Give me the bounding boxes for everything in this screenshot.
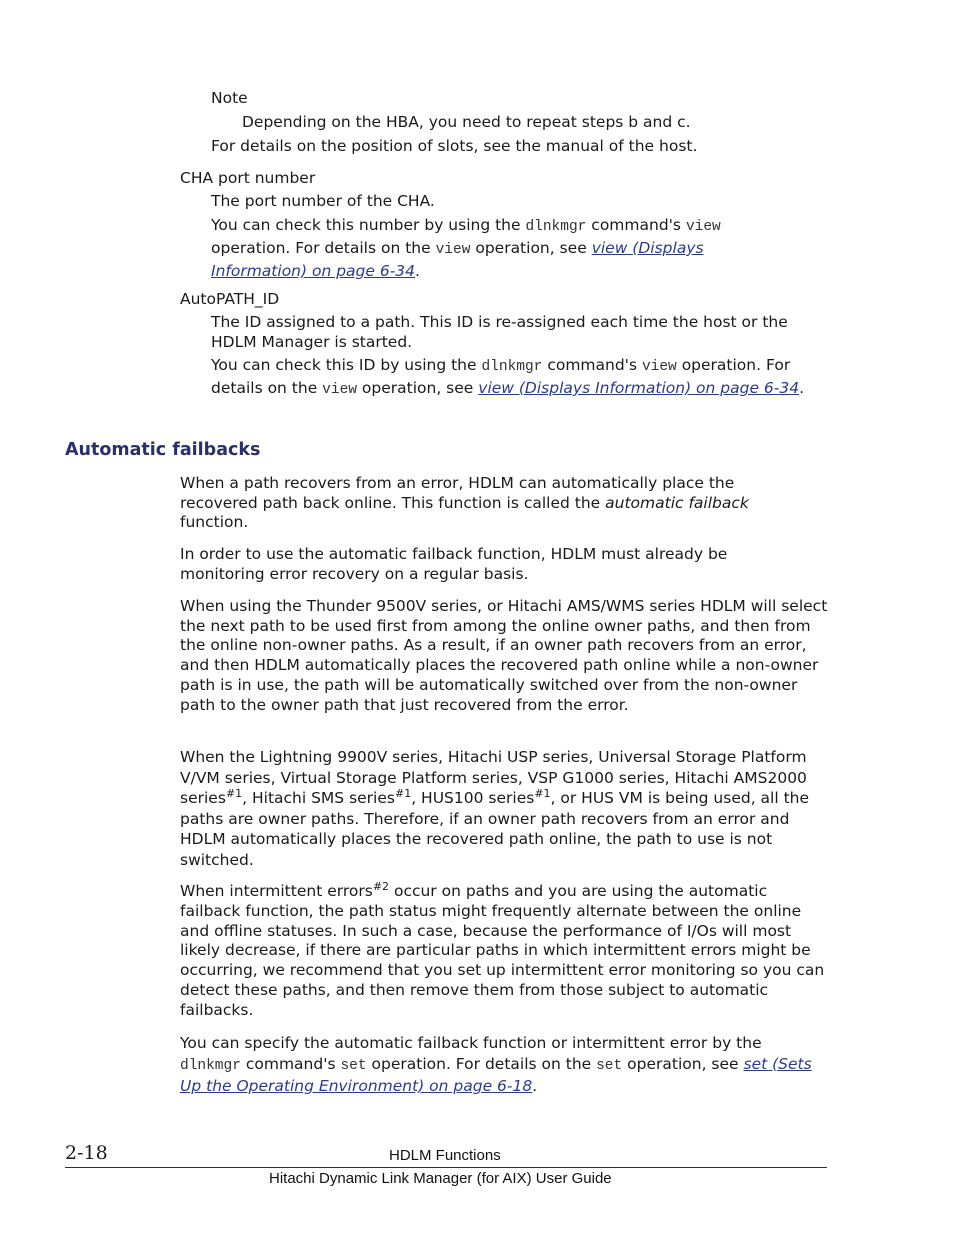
- dlnkmgr-command: dlnkmgr: [180, 1057, 241, 1074]
- paragraph-monitoring: In order to use the automatic failback function, HDLM must already be monitoring error recovery on a regular basis.: [180, 545, 728, 583]
- footnote-mark: #2: [372, 879, 390, 893]
- view-operation: view: [685, 219, 721, 235]
- dlnkmgr-command: dlnkmgr: [525, 219, 587, 235]
- paragraph-automatic-failback: When a path recovers from an error, HDLM can automatically place the recovered path back online. This function is called the automatic failback function.: [180, 474, 749, 532]
- view-displays-information-link[interactable]: view (Displays Information) on page 6-34: [478, 379, 800, 397]
- view-displays-information-link[interactable]: view (Displays Information) on page 6-34: [211, 239, 704, 280]
- set-operation: set: [340, 1057, 367, 1074]
- cha-port-term: CHA port number: [180, 169, 316, 187]
- slot-details-text: For details on the position of slots, see the manual of the host.: [211, 137, 698, 155]
- page-number: 2-18: [65, 1142, 108, 1164]
- autopath-check-text: You can check this ID by using the dlnkmgr command's view operation. For details on the view operation, see view (Displays Information) on page 6-34.: [211, 356, 805, 398]
- paragraph-intermittent-errors: When intermittent errors$^{\#2}$ occur on paths and you are using the automatic failback function, the path status might frequently alternate between the online and offline statuses. In such a case, because the performance of I/Os will most likely decrease, if there are particular paths in which intermittent errors might be occurring, we recommend that you set up intermittent error monitoring so you can detect these paths, and then remove them from those subject to automatic failbacks.: [180, 879, 825, 1019]
- dlnkmgr-command: dlnkmgr: [481, 359, 543, 375]
- guide-title: Hitachi Dynamic Link Manager (for AIX) User Guide: [269, 1170, 612, 1187]
- footer-divider: [65, 1167, 827, 1168]
- view-operation: view: [322, 382, 357, 398]
- view-operation: view: [641, 359, 677, 375]
- set-operation: set: [596, 1057, 623, 1074]
- autopath-id-term: AutoPATH_ID: [180, 290, 280, 308]
- paragraph-set-operation: You can specify the automatic failback function or intermittent error by the dlnkmgr command's set operation. For details on the set operation, see set (Sets Up the Operating Environment) on page 6-18.: [180, 1034, 812, 1095]
- autopath-id-desc: The ID assigned to a path. This ID is re-assigned each time the host or the HDLM Manager is started.: [211, 313, 788, 351]
- footnote-mark: #1: [225, 786, 243, 800]
- section-heading: Automatic failbacks: [65, 440, 261, 460]
- note-title: Note: [211, 89, 248, 107]
- footnote-mark: #1: [394, 786, 412, 800]
- note-body: Depending on the HBA, you need to repeat steps b and c.: [242, 113, 691, 131]
- chapter-title: HDLM Functions: [389, 1147, 501, 1164]
- cha-port-desc: The port number of the CHA.: [211, 192, 435, 210]
- paragraph-lightning-series: When the Lightning 9900V series, Hitachi USP series, Universal Storage Platform V/VM series, Virtual Storage Platform series, VSP G1000 series, Hitachi AMS2000 series$^{\#1}$, Hitachi SMS series$^{\#1}$, HUS100 series$^{\#1}$, or HUS VM is being used, all the paths are owner paths. Therefore, if an owner path recovers from an error and HDLM automatically places the recovered path online, the path to use is not switched.: [180, 748, 810, 869]
- set-operating-environment-link[interactable]: set (Sets Up the Operating Environment) on page 6-18: [180, 1054, 812, 1095]
- cha-port-check-text: You can check this number by using the dlnkmgr command's view operation. For details on the view operation, see view (Displays Information) on page 6-34.: [211, 216, 721, 280]
- paragraph-thunder-series: When using the Thunder 9500V series, or Hitachi AMS/WMS series HDLM will select the next path to be used first from among the online owner paths, and then from the online non-owner paths. As a result, if an owner path recovers from an error, and then HDLM automatically places the recovered path online while a non-owner path is in use, the path will be automatically switched over from the non-owner path to the owner path that just recovered from the error.: [180, 597, 828, 714]
- footnote-mark: #1: [534, 786, 551, 800]
- view-operation: view: [435, 242, 471, 258]
